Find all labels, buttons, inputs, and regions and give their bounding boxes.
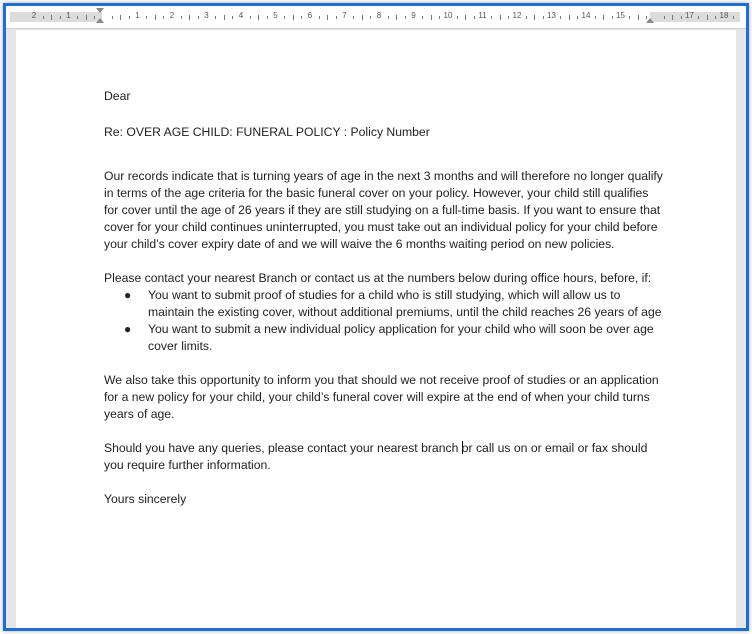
ruler-tick <box>422 16 423 19</box>
bullet-list <box>104 287 664 355</box>
ruler-tick <box>198 16 199 19</box>
ruler-tick <box>189 15 190 20</box>
ruler-number: 10 <box>443 11 453 20</box>
ruler-number: 13 <box>547 11 556 20</box>
ruler-tick <box>672 15 673 20</box>
list-item <box>104 287 664 321</box>
ruler-number: 7 <box>342 11 347 20</box>
ruler-tick <box>267 16 268 19</box>
ruler-number: 2 <box>169 11 175 20</box>
ruler-tick <box>232 16 233 19</box>
ruler-tick <box>465 15 466 20</box>
ruler-tick <box>301 16 302 19</box>
list-item <box>104 321 664 355</box>
ruler-tick <box>681 16 682 19</box>
bullet-icon: ● <box>124 322 132 336</box>
salutation: Dear <box>104 89 131 103</box>
ruler-tick <box>224 15 225 20</box>
ruler-tick <box>250 16 251 19</box>
ruler-tick <box>439 16 440 19</box>
ruler-tick <box>733 16 734 19</box>
paragraph-queries <box>104 440 664 474</box>
ruler-number: 6 <box>307 11 313 20</box>
ruler-tick <box>353 16 354 19</box>
ruler-tick <box>362 15 363 20</box>
ruler-tick <box>284 16 285 19</box>
ruler-number: 9 <box>411 11 416 20</box>
right-indent-marker[interactable] <box>646 18 654 23</box>
ruler-tick <box>146 16 147 19</box>
ruler-tick <box>474 16 475 19</box>
ruler-number: 2 <box>31 11 37 20</box>
ruler-tick <box>612 16 613 19</box>
ruler-tick <box>51 15 52 20</box>
ruler-tick <box>129 16 130 19</box>
ruler-tick <box>293 15 294 20</box>
ruler-tick <box>577 16 578 19</box>
ruler-tick <box>698 16 699 19</box>
ruler-tick <box>491 16 492 19</box>
ruler-tick <box>319 16 320 19</box>
ruler-tick <box>370 16 371 19</box>
ruler-tick <box>258 15 259 20</box>
paragraph-age-notice: Our records indicate that is turning years of age in the next 3 months and will therefore no longer qualify in terms of the age criteria for the basic funeral cover on your policy. However, your child still qualifies for cover until the age of 26 years if they are still studying on a full-time basis. If you want to ensure that cover for your child continues uninterrupted, you must take out an individual policy for your child before your child’s cover expiry date of and we will waive the 6 months waiting period on new policies. <box>104 169 663 251</box>
ruler-tick <box>500 15 501 20</box>
ruler-tick <box>638 15 639 20</box>
ruler-number: 17 <box>685 11 694 20</box>
first-line-indent-marker[interactable] <box>96 8 104 13</box>
ruler-tick <box>560 16 561 19</box>
ruler-tick <box>163 16 164 19</box>
horizontal-ruler[interactable] <box>6 6 746 29</box>
hanging-indent-marker[interactable] <box>96 18 104 23</box>
ruler-tick <box>629 16 630 19</box>
ruler-tick <box>534 15 535 20</box>
bullet-text: You want to submit a new individual policy application for your child who will soon be over age cover limits. <box>148 322 654 353</box>
ruler-tick <box>215 16 216 19</box>
ruler-tick <box>457 16 458 19</box>
bullet-text: You want to submit proof of studies for a child who is still studying, which will allow us to maintain the existing cover, without additional premiums, until the child reaches 26 years of age <box>148 288 662 319</box>
ruler-tick <box>336 16 337 19</box>
ruler-tick <box>595 16 596 19</box>
ruler-tick <box>77 16 78 19</box>
ruler-tick <box>508 16 509 19</box>
ruler-tick <box>431 15 432 20</box>
ruler-number: 5 <box>273 11 278 20</box>
ruler-tick <box>43 16 44 19</box>
ruler-tick <box>526 16 527 19</box>
bullet-icon: ● <box>124 288 132 302</box>
ruler-number: 3 <box>204 11 209 20</box>
subject-line: Re: OVER AGE CHILD: FUNERAL POLICY : Policy Number <box>104 125 430 139</box>
ruler-number: 8 <box>376 11 382 20</box>
ruler-tick <box>715 16 716 19</box>
queries-text-start: Should you have any queries, please contact your nearest branch <box>104 441 462 455</box>
ruler-number: 12 <box>512 11 522 20</box>
paragraph-contact-intro: Please contact your nearest Branch or contact us at the numbers below during office hours, before, if: <box>104 271 652 285</box>
ruler-tick <box>603 15 604 20</box>
ruler-number: 4 <box>238 11 244 20</box>
ruler-tick <box>569 15 570 20</box>
ruler-tick <box>155 15 156 20</box>
ruler-tick <box>181 16 182 19</box>
ruler-tick <box>405 16 406 19</box>
ruler-tick <box>543 16 544 19</box>
ruler-tick <box>396 15 397 20</box>
ruler-tick <box>60 16 61 19</box>
document-window <box>3 3 749 631</box>
ruler-number: 14 <box>581 11 591 20</box>
ruler-number: 11 <box>478 11 487 20</box>
ruler-tick <box>707 15 708 20</box>
ruler-tick <box>120 15 121 20</box>
ruler-tick <box>112 16 113 19</box>
ruler-number: 1 <box>66 11 71 20</box>
ruler-tick <box>327 15 328 20</box>
closing: Yours sincerely <box>104 492 187 506</box>
letter-body[interactable] <box>104 88 664 508</box>
queries-text-end: or call us on or email or fax should you require further information. <box>104 441 648 472</box>
ruler-number: 1 <box>135 11 140 20</box>
ruler-tick <box>388 16 389 19</box>
ruler-tick <box>664 16 665 19</box>
paragraph-expiry-notice: We also take this opportunity to inform you that should we not receive proof of studies or an application for a new policy for your child, your child’s funeral cover will expire at the end of when your child turns years of age. <box>104 373 659 421</box>
document-page[interactable] <box>16 30 736 628</box>
ruler-tick <box>86 15 87 20</box>
ruler-number: 18 <box>719 11 729 20</box>
ruler-number: 15 <box>616 11 625 20</box>
